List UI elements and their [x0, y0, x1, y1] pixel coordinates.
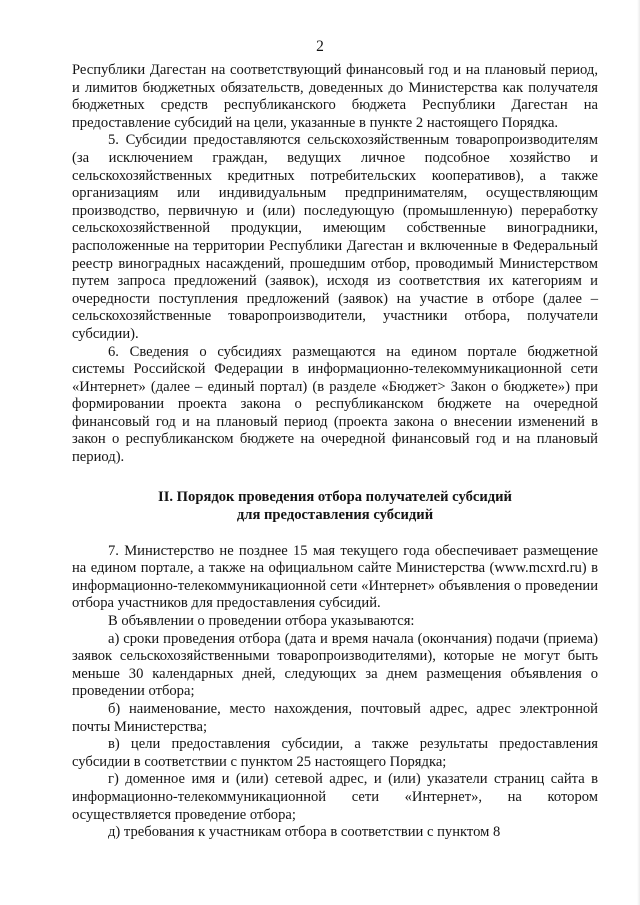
page-number: 2: [316, 38, 324, 55]
list-item-b: б) наименование, место нахождения, почтовый адрес, адрес электронной почты Министерства;: [72, 701, 598, 735]
list-item-v: в) цели предоставления субсидии, а также результаты предоставления субсидии в соответствии с пунктом 25 настоящего Порядка;: [72, 736, 598, 770]
paragraph-item-5: 5. Субсидии предоставляются сельскохозяйственным товаропроизводителям (за исключением граждан, ведущих личное подсобное хозяйство и сельскохозяйственных кредитных потребительских кооперативов), а также организациям или индивидуальным предпринимателям, осуществляющим производство, первичную и (или) последующую (промышленную) переработку сельскохозяйственной продукции, имеющим собственные виноградники, расположенные на территории Республики Дагестан и включенные в Федеральный реестр виноградных насаждений, прошедшим отбор, проводимый Министерством путем запроса предложений (заявок), исходя из соответствия их категориям и очередности поступления предложений (заявок) на участие в отборе (далее – сельскохозяйственные товаропроизводители, участники отбора, получатели субсидии).: [72, 132, 598, 342]
paragraph-item-7: 7. Министерство не позднее 15 мая текущего года обеспечивает размещение на едином портале, а также на официальном сайте Министерства (www.mcxrd.ru) в информационно-телекоммуникационной сети «Интернет» объявления о проведении отбора участников для предоставления субсидий.: [72, 542, 598, 612]
paragraph-continuation: Республики Дагестан на соответствующий финансовый год и на плановый период, и лимитов бюджетных обязательств, доведенных до Министерства как получателя бюджетных средств республиканского бюджета Республики Дагестан на предоставление субсидий на цели, указанные в пункте 2 настоящего Порядка.: [72, 62, 598, 131]
document-body: [72, 62, 598, 842]
section-heading: [72, 488, 598, 524]
section-heading-line-1: II. Порядок проведения отбора получателей субсидий: [158, 488, 512, 505]
list-item-d: д) требования к участникам отбора в соответствии с пунктом 8: [108, 824, 501, 841]
list-item-g: г) доменное имя и (или) сетевой адрес, и (или) указатели страниц сайта в информационно-телекоммуникационной сети «Интернет», на котором осуществляется проведение отбора;: [72, 771, 598, 823]
section-heading-line-2: для предоставления субсидий: [236, 506, 434, 523]
paragraph-item-6: 6. Сведения о субсидиях размещаются на едином портале бюджетной системы Российской Федерации в информационно-телекоммуникационной сети «Интернет» (далее – единый портал) (в разделе «Бюджет> Закон о бюджете») при формировании проекта закона о республиканском бюджете на очередной финансовый год и на плановый период (проекта закона о внесении изменений в закон о республиканском бюджете на очередной финансовый год и на плановый период).: [72, 343, 598, 466]
list-item-a: а) сроки проведения отбора (дата и время начала (окончания) подачи (приема) заявок сельскохозяйственными товаропроизводителями), которые не могут быть меньше 30 календарных дней, следующих за днем размещения объявления о проведении отбора;: [72, 630, 598, 700]
paragraph-announcement-intro: В объявлении о проведении отбора указываются:: [108, 613, 415, 630]
